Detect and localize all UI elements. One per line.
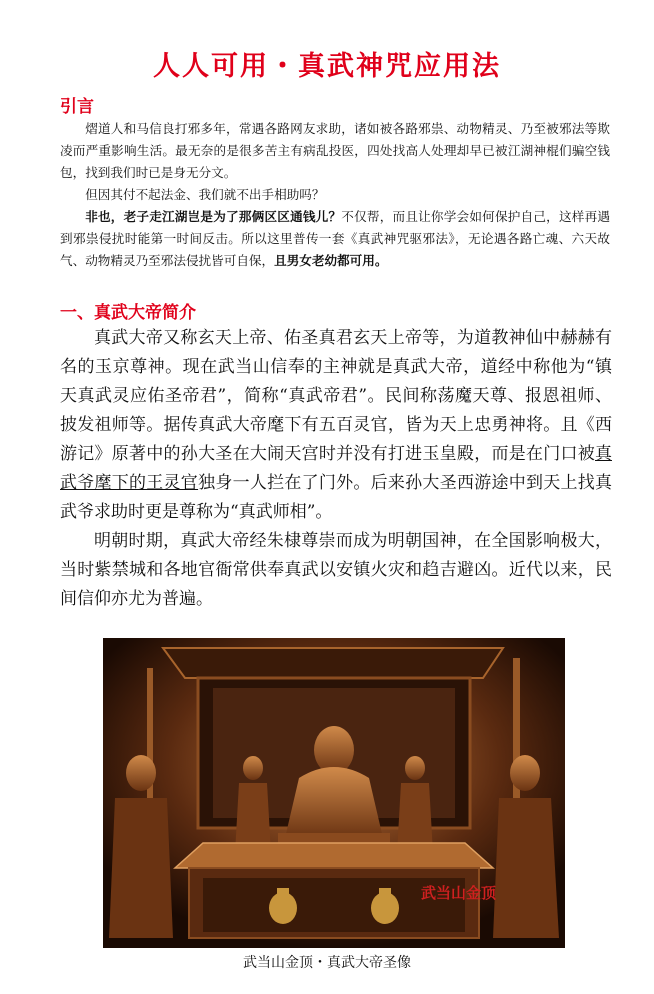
page-title: 人人可用・真武神咒应用法	[153, 51, 501, 82]
statue-illustration	[103, 638, 565, 948]
photo-watermark: 武当山金顶	[421, 884, 497, 902]
intro-bold-end: 且男女老幼都可用。	[274, 253, 388, 268]
photo-caption: 武当山金顶・真武大帝圣像	[243, 955, 411, 971]
section-1-text-a: 真武大帝又称玄天上帝、佑圣真君玄天上帝等，为道教神仙中赫赫有名的玉京尊神。现在武当山信奉的主神就是真武大帝，道经中称他为“镇天真武灵应佑圣帝君”，简称“真武帝君”。民间称荡魔天尊、报恩祖师、披发祖师等。据传真武大帝麾下有五百灵官，皆为天上忠勇神将。且《西游记》原著中的孙大圣在大闹天宫时并没有打进玉皇殿，而是在门口被	[60, 328, 612, 464]
intro-heading: 引言	[60, 97, 94, 117]
section-1-paragraph-1	[60, 324, 612, 527]
underlined-phrase: 真武爷麾下的王灵官	[60, 444, 612, 493]
intro-section	[60, 118, 610, 272]
section-1-paragraph-2: 明朝时期，真武大帝经朱棣尊崇而成为明朝国神，在全国影响极大，当时紫禁城和各地官衙常供奉真武以安镇火灾和趋吉避凶。近代以来，民间信仰亦尤为普遍。	[60, 531, 612, 609]
section-1-body	[60, 324, 612, 614]
intro-paragraph-1: 熠道人和马信良打邪多年，常遇各路网友求助，诸如被各路邪祟、动物精灵、乃至被邪法等欺凌而严重影响生活。最无奈的是很多苦主有病乱投医，四处找高人处理却早已被江湖神棍们骗空钱包，找到我们时已是身无分文。	[60, 121, 610, 180]
intro-body-text: 不仅帮，而且让你学会如何保护自己，这样再遇到邪祟侵扰时能第一时间反击。所以这里普传一套《真武神咒驱邪法》，无论遇各路亡魂、六天故气、动物精灵乃至邪法侵扰皆可自保，	[60, 209, 611, 268]
section-1-text-b: 独身一人拦在了门外。后来孙大圣西游途中到天上找真武爷求助时更是尊称为“真武师相”。	[60, 473, 613, 522]
intro-bold-lead: 非也，老子走江湖岂是为了那俩区区通钱儿？	[85, 209, 342, 224]
intro-paragraph-3	[60, 206, 610, 272]
zhenwu-statue-photo	[103, 638, 565, 948]
section-1-heading: 一、真武大帝简介	[60, 303, 196, 323]
intro-paragraph-2: 但因其付不起法金、我们就不出手相助吗？	[85, 187, 325, 202]
